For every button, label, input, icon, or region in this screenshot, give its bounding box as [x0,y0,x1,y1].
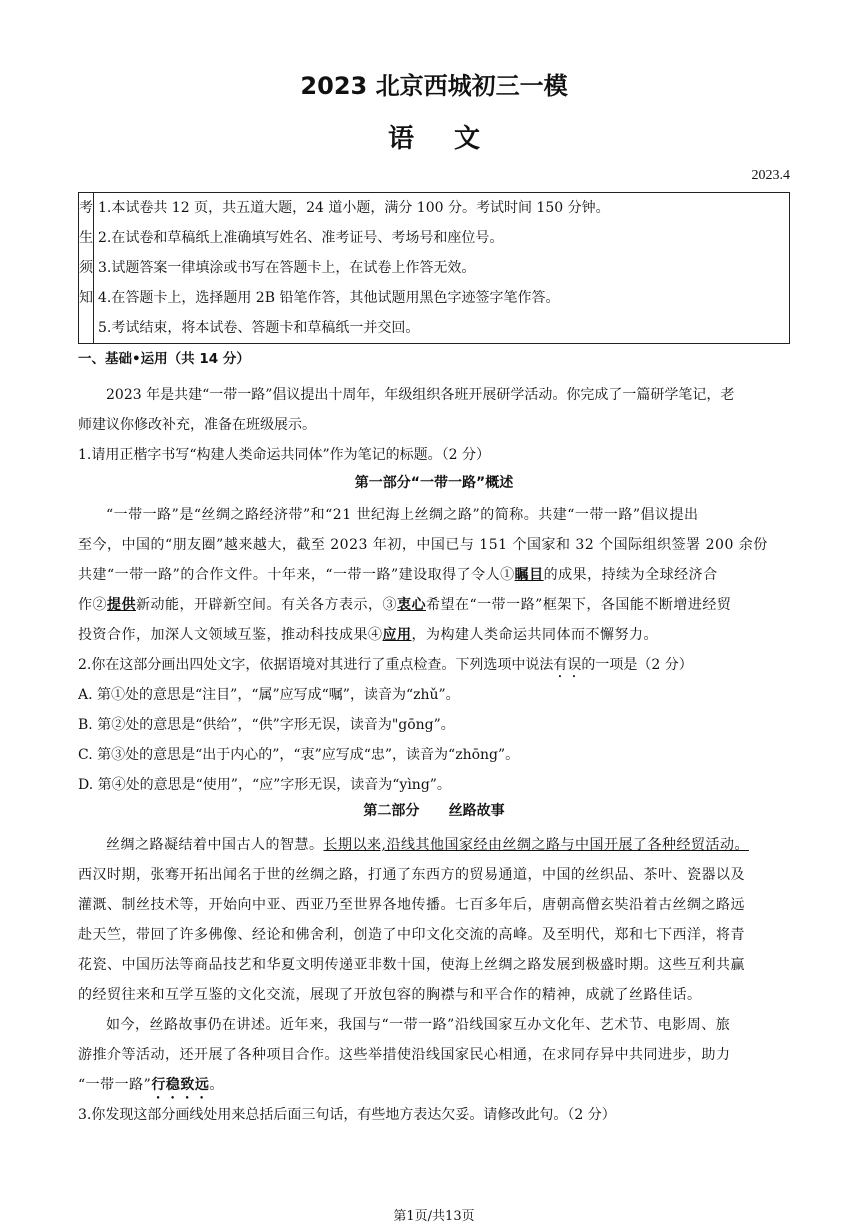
section1-heading: 一、基础•运用（共 14 分） [78,351,250,367]
notice-label [79,193,94,344]
option-d: D. 第④处的意思是“使用”，“应”字形无误，读音为“yìng”。 [78,777,451,793]
part2-line7: 如今，丝路故事仍在讲述。近年来，我国与“一带一路”沿线国家互办文化年、艺术节、电影周、旅 [106,1017,731,1033]
part2-line4: 赴天竺，带回了许多佛像、经论和佛舍利，创造了中印文化交流的高峰。及至明代，郑和七下西洋，将青 [78,927,745,943]
option-c: C. 第③处的意思是“出于内心的”，“衷”应写成“忠”，读音为“zhōng”。 [78,747,520,763]
page-footer: 第1页/共13页 [393,1209,475,1224]
exam-date: 2023.4 [751,168,790,183]
part2-line1 [106,830,749,860]
notice-item: 3.试题答案一律填涂或书写在答题卡上，在试卷上作答无效。 [98,260,476,276]
underlined-sentence: 长期以来,沿线其他国家经由丝绸之路与中国开展了各种经贸活动。 [323,837,749,853]
exam-title: 2023 北京西城初三一模 [300,72,568,100]
q2-emphasis: 有误 [553,657,582,673]
q2-text: 2.你在这部分画出四处文字，依据语境对其进行了重点检查。下列选项中说法 [78,657,554,673]
notice-label-char: 考 [79,200,93,216]
mark-4: ④ [368,627,383,643]
part1-line1: “一带一路”是“丝绸之路经济带”和“21 世纪海上丝绸之路”的简称。共建“一带一路”倡议提出 [106,507,699,523]
question-1: 1.请用正楷字书写“构建人类命运共同体”作为笔记的标题。（2 分） [78,447,491,463]
part2-text: 。 [209,1077,224,1093]
part2-text: 丝绸之路凝结着中国古人的智慧。 [106,837,324,853]
notice-label-char: 知 [79,290,93,306]
part2-line6: 的经贸往来和互学互鉴的文化交流，展现了开放包容的胸襟与和平合作的精神，成就了丝路佳话。 [78,987,702,1003]
part2-line9 [78,1070,224,1102]
question-2-stem [78,650,693,681]
keyword-4: 应用 [382,627,412,643]
exam-subject: 语文 [387,124,520,154]
part1-heading: 第一部分“一带一路”概述 [354,475,514,491]
part1-line2: 至今，中国的“朋友圈”越来越大，截至 2023 年初，中国已与 151 个国家和 32 个国际组织签署 200 余份 [78,537,768,553]
notice-label-char: 生 [79,230,93,246]
notice-item: 4.在答题卡上，选择题用 2B 铅笔作答，其他试题用黑色字迹签字笔作答。 [98,290,560,306]
emphasized-phrase: 行稳致远 [151,1077,210,1093]
section1-intro-line2: 师建议你修改补充，准备在班级展示。 [78,417,316,433]
notice-item: 1.本试卷共 12 页，共五道大题，24 道小题，满分 100 分。考试时间 150 分钟。 [98,200,610,216]
question-3: 3.你发现这部分画线处用来总括后面三句话，有些地方表达欠妥。请修改此句。（2 分） [78,1107,616,1123]
part2-line8: 游推介等活动，还开展了各种项目合作。这些举措使沿线国家民心相通，在求同存异中共同进步，助力 [78,1047,731,1063]
part2-text: “一带一路” [78,1077,152,1093]
section1-intro-line1: 2023 年是共建“一带一路”倡议提出十周年，年级组织各班开展研学活动。你完成了一篇研学笔记，老 [106,387,735,403]
mark-2: ② [92,597,107,613]
notice-items [94,193,790,344]
part2-line5: 花瓷、中国历法等商品技艺和华夏文明传递亚非数十国，使海上丝绸之路发展到极盛时期。这些互利共赢 [78,957,745,973]
keyword-3: 衷心 [397,597,426,613]
part2-line2: 西汉时期，张骞开拓出闻名于世的丝绸之路，打通了东西方的贸易通道，中国的丝织品、茶叶、瓷器以及 [78,867,745,883]
notice-table [78,192,790,344]
part1-line5 [78,620,658,650]
part2-line3: 灌溉、制丝技术等，开始向中亚、西亚乃至世界各地传播。七百多年后，唐朝高僧玄奘沿着古丝绸之路远 [78,897,745,913]
q2-text: 的一项是（2 分） [581,657,693,673]
notice-item: 5.考试结束，将本试卷、答题卡和草稿纸一并交回。 [98,320,420,336]
keyword-1: 瞩目 [514,567,544,583]
part1-text: ，为构建人类命运共同体而不懈努力。 [411,627,658,643]
part1-text: 投资合作，加深人文领域互鉴，推动科技成果 [78,627,368,643]
notice-label-char: 须 [79,260,93,276]
part1-line4 [78,590,731,620]
part1-text: 新动能，开辟新空间。有关各方表示， [136,597,383,613]
mark-3: ③ [382,597,397,613]
part1-line3 [78,560,718,590]
part1-text: 共建“一带一路”的合作文件。十年来，“一带一路”建设取得了令人 [78,567,501,583]
part1-text: 作 [78,597,93,613]
keyword-2: 提供 [107,597,136,613]
option-a: A. 第①处的意思是“注目”，“属”应写成“嘱”，读音为“zhǔ”。 [78,687,460,703]
part1-text: 的成果，持续为全球经济合 [543,567,718,583]
notice-item: 2.在试卷和草稿纸上准确填写姓名、准考证号、考场号和座位号。 [98,230,504,246]
mark-1: ① [500,567,515,583]
part1-text: 希望在“一带一路”框架下，各国能不断增进经贸 [426,597,732,613]
option-b: B. 第②处的意思是“供给”，“供”字形无误，读音为"gōng”。 [78,717,455,733]
part2-heading: 第二部分 丝路故事 [363,803,505,819]
